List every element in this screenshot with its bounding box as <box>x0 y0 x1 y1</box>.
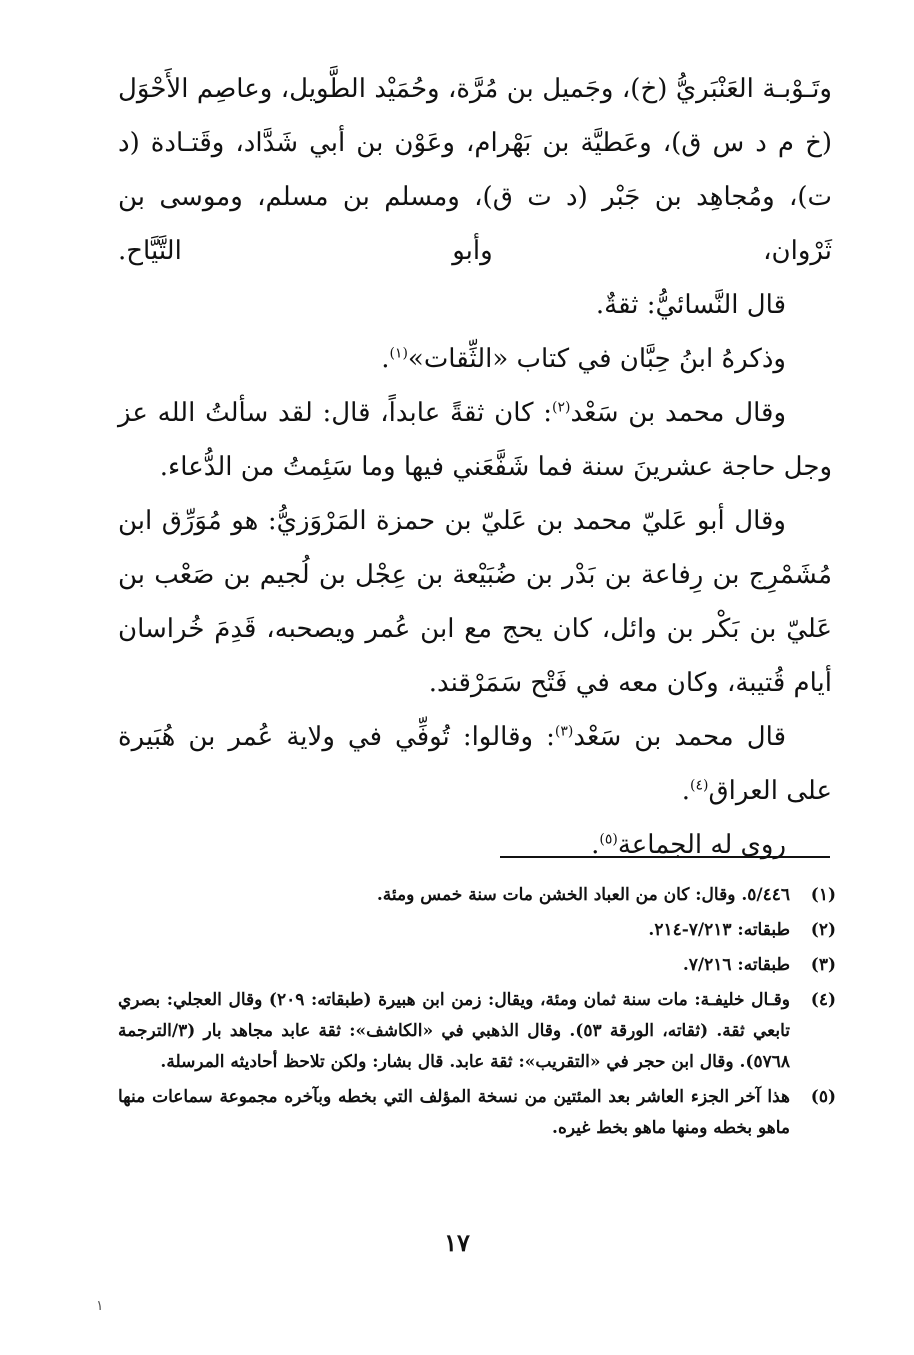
footnote-divider <box>500 856 830 858</box>
footnote-2 <box>118 915 836 946</box>
footnote-number: (١) <box>810 885 836 905</box>
footnote-number: (٣) <box>810 955 836 975</box>
footnote-text: ٥/٤٤٦. وقال: كان من العباد الخشن مات سنة خمس ومئة. <box>376 885 790 905</box>
paragraph-abu-ali <box>118 494 832 710</box>
footnote-ref-3: (٣) <box>554 723 574 740</box>
paragraph-text-middle: : وقالوا: تُوفِّي في ولاية عُمر بن هُبَيرة على العراق <box>118 722 832 806</box>
margin-mark: ١ <box>96 1298 104 1314</box>
page-number: ١٧ <box>444 1228 470 1257</box>
footnote-3 <box>118 950 836 981</box>
paragraph-text: قال محمد بن سَعْد <box>573 722 786 752</box>
paragraph-text-end: . <box>681 776 691 806</box>
footnote-1 <box>118 880 836 911</box>
paragraph-ibn-saad <box>118 386 832 494</box>
footnote-number: (٢) <box>810 920 836 940</box>
paragraph-text-end: : كان ثقةً عابداً، قال: لقد سألتُ الله عز وجل حاجة عشرينَ سنة فما شَفَّعَني فيها وما سَئِمتُ من الدُّعاء. <box>118 398 832 482</box>
main-text <box>118 62 832 872</box>
footnote-text: هذا آخر الجزء العاشر بعد المئتين من نسخة المؤلف التي بخطه وبآخره مجموعة سماعات منها ماهو بخطه ومنها ماهو بخط غيره. <box>118 1087 790 1138</box>
footnote-text: طبقاته: ٧/٢١٦. <box>682 955 790 975</box>
footnote-ref-2: (٢) <box>552 399 571 416</box>
paragraph-text: روى له الجماعة <box>617 830 786 860</box>
footnote-text: وقـال خليفـة: مات سنة ثمان ومئة، ويقال: زمن ابن هبيرة (طبقاته: ٢٠٩) وقال العجلي: بصري تابعي ثقة. (ثقاته، الورقة ٥٣). وقال الذهبي في «الكاشف»: ثقة عابد مجاهد بار (٣/الترجمة ٥٧٦٨). وقال ابن حجر في «التقريب»: ثقة عابد. قال بشار: ولكن تلاحظ أحاديثه المرسلة. <box>118 990 790 1072</box>
footnotes <box>118 880 836 1148</box>
footnote-number: (٥) <box>810 1087 836 1107</box>
footnote-ref-4: (٤) <box>690 777 709 794</box>
paragraph-text-end: . <box>591 830 600 860</box>
paragraph-text-end: . <box>381 344 390 374</box>
paragraph-text: قال النَّسائيُّ: ثقةٌ. <box>595 290 786 320</box>
paragraph-jamaa <box>118 818 832 872</box>
paragraph-text: وتَـوْبـة العَنْبَريُّ (خ)، وجَميل بن مُرَّة، وحُمَيْد الطَّويل، وعاصِم الأَحْوَل (خ م د س ق)، وعَطيَّة بن بَهْرام، وعَوْن بن أبي شَدَّاد، وقَتـادة (د ت)، ومُجاهِد بن جَبْر (د ت ق)، ومسلم بن مسلم، وموسى بن ثَرْوان، وأبو التَّيَّاح. <box>118 74 832 266</box>
paragraph-narrators <box>118 62 832 278</box>
paragraph-text: وقال محمد بن سَعْد <box>570 398 787 428</box>
paragraph-text: وقال أبو عَليّ محمد بن عَليّ بن حمزة المَرْوَزيُّ: هو مُوَرِّق ابن مُشَمْرِج بن رِفاعة بن بَدْر بن ضُبَيْعة بن عِجْل بن لُجيم بن صَعْب بن عَليّ بن بَكْر بن وائل، كان يحج مع ابن عُمر ويصحبه، قَدِمَ خُراسان أيام قُتيبة، وكان معه في فَتْح سَمَرْقند. <box>118 506 832 698</box>
paragraph-text: وذكرهُ ابنُ حِبَّان في كتاب «الثِّقات» <box>407 344 786 374</box>
paragraph-nasai <box>118 278 832 332</box>
footnote-text: طبقاته: ٧/٢١٣-٢١٤. <box>648 920 790 940</box>
footnote-number: (٤) <box>810 990 836 1010</box>
footnote-ref-5: (٥) <box>599 831 618 848</box>
paragraph-death <box>118 710 832 818</box>
footnote-ref-1: (١) <box>389 345 408 362</box>
footnote-5 <box>118 1082 836 1144</box>
paragraph-ibn-hibban <box>118 332 832 386</box>
footnote-4 <box>118 985 836 1078</box>
